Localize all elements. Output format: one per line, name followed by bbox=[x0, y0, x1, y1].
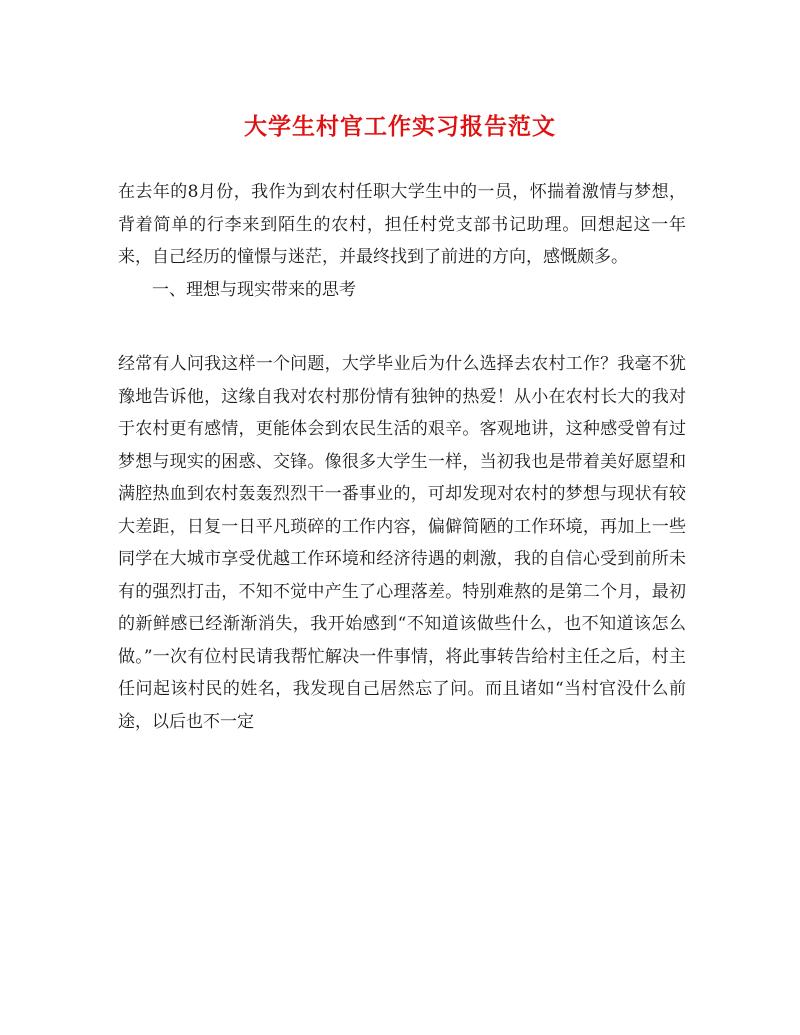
document-body bbox=[118, 176, 686, 738]
section-heading: 一、理想与现实带来的思考 bbox=[152, 279, 356, 300]
section-body-paragraph: 经常有人问我这样一个问题，大学毕业后为什么选择去农村工作？我毫不犹豫地告诉他，这缘自我对农村那份情有独钟的热爱！从小在农村长大的我对于农村更有感情，更能体会到农民生活的艰辛。客观地讲，这种感受曾有过梦想与现实的困惑、交锋。像很多大学生一样，当初我也是带着美好愿望和满腔热血到农村轰轰烈烈干一番事业的，可却发现对农村的梦想与现状有较大差距，日复一日平凡琐碎的工作内容，偏僻简陋的工作环境，再加上一些同学在大城市享受优越工作环境和经济待遇的刺激，我的自信心受到前所未有的强烈打击，不知不觉中产生了心理落差。特别难熬的是第二个月，最初的新鲜感已经渐渐消失，我开始感到“不知道该做些什么，也不知道该怎么做。”一次有位村民请我帮忙解决一件事情，将此事转告给村主任之后，村主任问起该村民的姓名，我发现自己居然忘了问。而且诸如“当村官没什么前途，以后也不一定 bbox=[118, 354, 686, 732]
document-title: 大学生村官工作实习报告范文 bbox=[244, 113, 556, 140]
intro-paragraph: 在去年的8月份，我作为到农村任职大学生中的一员，怀揣着激情与梦想，背着简单的行李来到陌生的农村，担任村党支部书记助理。回想起这一年来，自己经历的憧憬与迷茫，并最终找到了前进的方向，感慨颇多。 bbox=[118, 182, 686, 267]
